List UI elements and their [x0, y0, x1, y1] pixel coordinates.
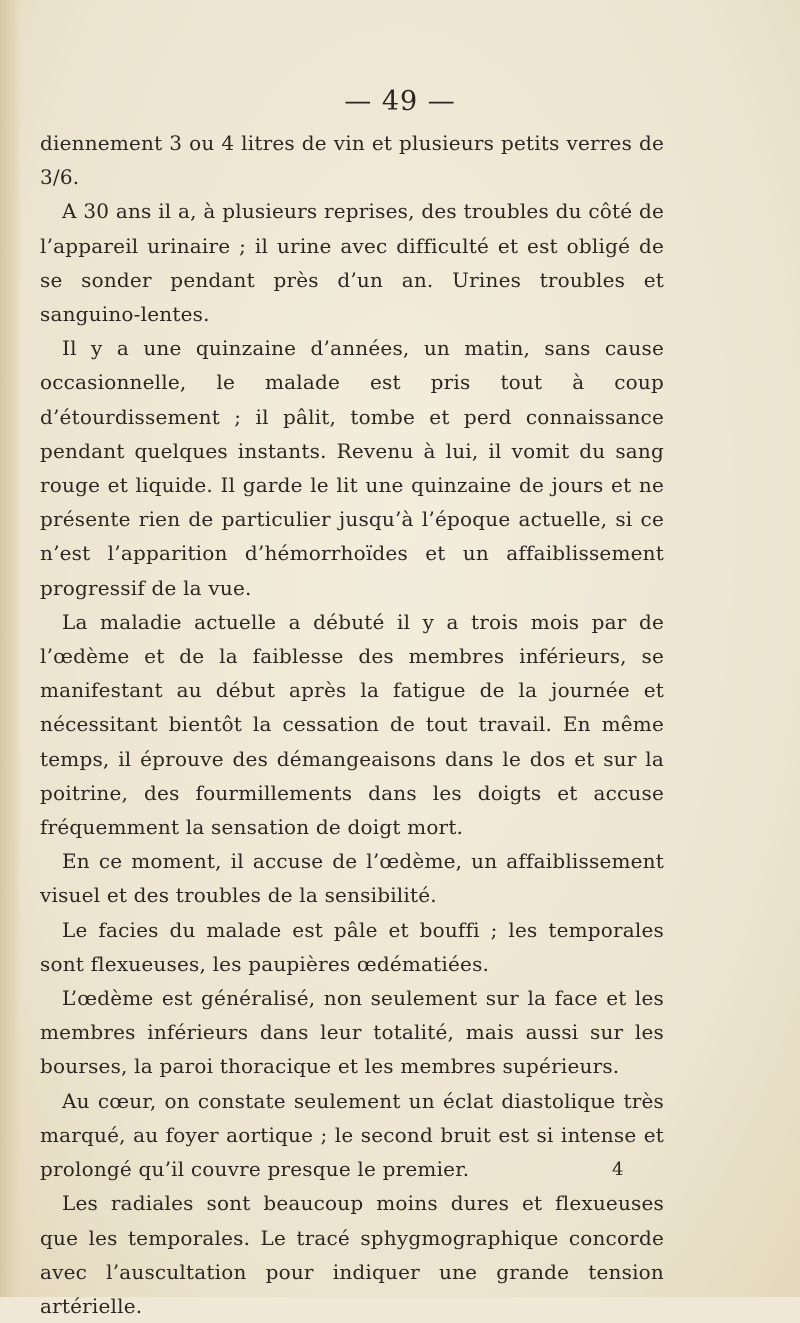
body-text	[40, 126, 664, 1323]
paragraph: A 30 ans il a, à plusieurs reprises, des troubles du côté de l’appareil urinaire ; il urine avec difficulté et est obligé de se sonder pendant près d’un an. Urines troubles et sanguino-lentes.	[40, 199, 664, 327]
paragraph: Le facies du malade est pâle et bouffi ; les temporales sont flexueuses, les paupières œdématiées.	[40, 917, 664, 976]
paragraph: Il y a une quinzaine d’années, un matin, sans cause occasionnelle, le malade est pris tout à coup d’étourdissement ; il pâlit, tombe et perd connaissance pendant quelques instants. Revenu à lui, il vomit du sang rouge et liquide. Il garde le lit une quinzaine de jours et ne présente rien de particulier jusqu’à l’époque actuelle, si ce n’est l’apparition d’hémorrhoïdes et un affaiblissement progressif de la vue.	[40, 336, 664, 600]
paragraph: Au cœur, on constate seulement un éclat diastolique très marqué, au foyer aortique ; le second bruit est si intense et prolongé qu’il couvre presque le premier.	[40, 1088, 664, 1182]
book-spine-shadow	[0, 0, 22, 1297]
printer-signature-mark: 4	[612, 1159, 624, 1180]
paragraph: En ce moment, il accuse de l’œdème, un affaiblissement visuel et des troubles de la sensibilité.	[40, 849, 664, 908]
paragraph: L’œdème est généralisé, non seulement sur la face et les membres inférieurs dans leur totalité, mais aussi sur les bourses, la paroi thoracique et les membres supérieurs.	[40, 986, 664, 1079]
page-number-header: — 49 —	[344, 86, 456, 117]
paragraph: Les radiales sont beaucoup moins dures et flexueuses que les temporales. Le tracé sphygmographique concorde avec l’auscultation pour indiquer une grande tension artérielle.	[40, 1191, 664, 1318]
paragraph: La maladie actuelle a débuté il y a trois mois par de l’œdème et de la faiblesse des membres inférieurs, se manifestant au début après la fatigue de la journée et nécessitant bientôt la cessation de tout travail. En même temps, il éprouve des démangeaisons dans le dos et sur la poitrine, des fourmillements dans les doigts et accuse fréquemment la sensation de doigt mort.	[40, 609, 664, 840]
paragraph: diennement 3 ou 4 litres de vin et plusieurs petits verres de 3/6.	[40, 131, 664, 190]
